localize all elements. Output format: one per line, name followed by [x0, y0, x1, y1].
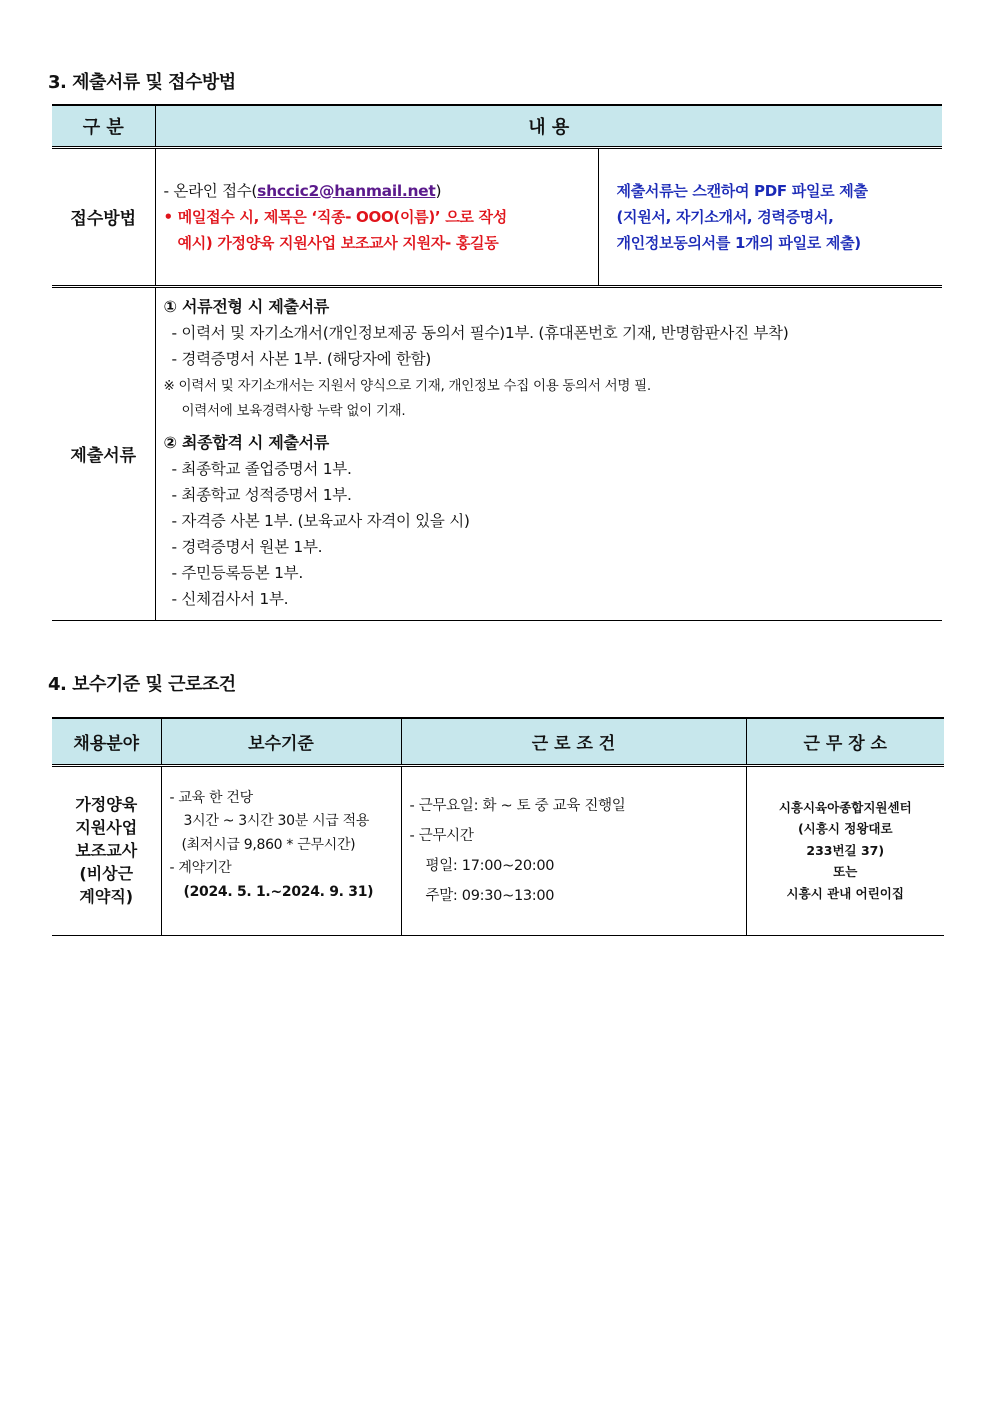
method-label: 접수방법: [52, 147, 155, 286]
place-line: 233번길 37): [806, 842, 885, 858]
place-line: 또는: [833, 864, 858, 880]
method-row: [52, 147, 942, 286]
place-line: 시흥시육아종합지원센터: [778, 799, 912, 815]
header-content: 내 용: [155, 105, 942, 147]
note-line-2: (지원서, 자기소개서, 경력증명서,: [616, 207, 834, 226]
conditions-line: - 근무요일: 화 ~ 토 중 교육 진행일: [409, 797, 626, 814]
online-suffix: ): [435, 181, 442, 200]
conditions-line: - 근무시간: [409, 827, 474, 844]
part2-item: - 최종학교 졸업증명서 1부.: [171, 459, 352, 478]
part1-note-1: ※ 이력서 및 자기소개서는 지원서 양식으로 기재, 개인정보 수집 이용 동의서 서명 필.: [163, 377, 651, 394]
pay-header-row: [52, 718, 944, 765]
part1-item: - 경력증명서 사본 1부. (해당자에 한함): [171, 349, 432, 368]
pay-cell: [161, 765, 401, 935]
part1-note-2: 이력서에 보육경력사항 누락 없이 기재.: [181, 402, 406, 419]
header-place: 근 무 장 소: [746, 718, 944, 765]
field-line: (비상근: [79, 864, 134, 883]
field-line: 지원사업: [75, 818, 138, 837]
note-line-1: 제출서류는 스캔하여 PDF 파일로 제출: [616, 181, 868, 200]
field-line: 계약직): [79, 887, 134, 906]
documents-row: [52, 286, 942, 620]
conditions-line: 주말: 09:30~13:00: [425, 887, 555, 904]
documents-content: [155, 286, 942, 620]
pay-line: (최저시급 9,860 * 근무시간): [181, 836, 356, 853]
part2-item: - 경력증명서 원본 1부.: [171, 537, 323, 556]
field-line: 보조교사: [75, 841, 138, 860]
bullet-icon: •: [163, 207, 173, 226]
pay-period: (2024. 5. 1.~2024. 9. 31): [183, 883, 374, 900]
header-conditions: 근 로 조 건: [401, 718, 746, 765]
header-pay: 보수기준: [161, 718, 401, 765]
pay-line: - 교육 한 건당: [169, 789, 253, 806]
mail-example: 예시) 가정양육 지원사업 보조교사 지원자- 홍길동: [177, 233, 499, 252]
header-category: 구 분: [52, 105, 155, 147]
documents-table: [52, 104, 942, 621]
part1-title: ① 서류전형 시 제출서류: [163, 296, 329, 316]
part2-item: - 자격증 사본 1부. (보육교사 자격이 있을 시): [171, 511, 470, 530]
online-prefix: - 온라인 접수(: [163, 181, 258, 200]
conditions-cell: [401, 765, 746, 935]
email-link[interactable]: shccic2@hanmail.net: [257, 181, 436, 200]
section4-title: 4. 보수기준 및 근로조건: [48, 674, 236, 695]
pay-line: - 계약기간: [169, 860, 232, 876]
part2-title: ② 최종합격 시 제출서류: [163, 432, 329, 452]
part1-item: - 이력서 및 자기소개서(개인정보제공 동의서 필수)1부. (휴대폰번호 기재, 반명함판사진 부착): [171, 323, 789, 342]
part2-item: - 신체검사서 1부.: [171, 589, 289, 608]
pay-row: [52, 765, 944, 935]
mail-note: 메일접수 시, 제목은 ‘직종- OOO(이름)’ 으로 작성: [177, 207, 507, 226]
documents-label: 제출서류: [52, 286, 155, 620]
conditions-line: 평일: 17:00~20:00: [425, 857, 555, 874]
place-line: 시흥시 관내 어린이집: [786, 885, 904, 901]
part2-item: - 최종학교 성적증명서 1부.: [171, 485, 352, 504]
online-line: [164, 178, 598, 204]
header-field: 채용분야: [52, 718, 161, 765]
pay-table: [52, 717, 944, 936]
note-line-3: 개인정보동의서를 1개의 파일로 제출): [616, 233, 861, 252]
field-line: 가정양육: [75, 795, 138, 814]
mail-note-line: [164, 204, 598, 230]
place-line: (시흥시 정왕대로: [797, 821, 893, 837]
place-cell: [746, 765, 944, 935]
table-header-row: [52, 105, 942, 147]
field-cell: [52, 765, 161, 935]
method-note: [598, 147, 942, 286]
part2-item: - 주민등록등본 1부.: [171, 563, 303, 582]
method-content: [155, 147, 598, 286]
pay-line: 3시간 ~ 3시간 30분 시급 적용: [183, 813, 370, 829]
section3-title: 3. 제출서류 및 접수방법: [48, 72, 236, 93]
